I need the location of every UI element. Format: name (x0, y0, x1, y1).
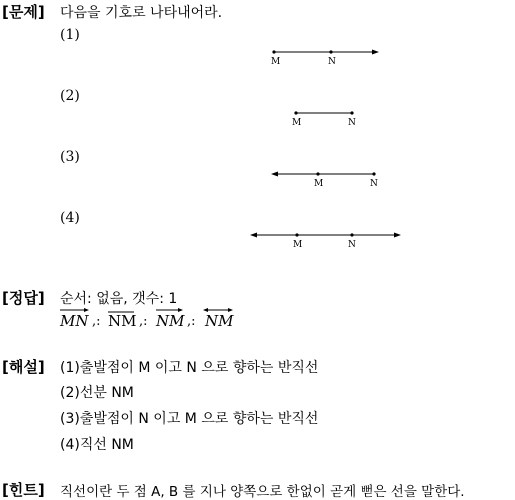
figure-1-point-n (329, 50, 332, 53)
answer-symbol-line-nm: NM (205, 312, 234, 330)
figure-3-ray-nm (271, 172, 376, 177)
item-3-number: (3) (60, 149, 80, 165)
answer-label: [정답] (2, 289, 45, 307)
figure-2-segment-mn (294, 111, 353, 114)
figure-4-label-m: M (293, 240, 303, 250)
figure-2-label-m: M (292, 118, 302, 128)
figure-1-label-n: N (328, 57, 336, 67)
item-4-number: (4) (60, 210, 80, 226)
figure-4-label-n: N (348, 240, 356, 250)
figure-3-point-m (316, 172, 319, 175)
explanation-line-4: (4)직선 NM (60, 437, 134, 453)
hint-text: 직선이란 두 점 A, B 를 지나 양쪽으로 한없이 곧게 뻗은 선을 말한다. (60, 484, 465, 500)
problem-label: [문제] (2, 3, 45, 21)
answer-symbol-segment-nm: NM (108, 312, 137, 330)
answer-symbol-ray-nm: NM (156, 312, 185, 330)
explanation-line-3: (3)출발점이 N 이고 M 으로 향하는 반직선 (60, 411, 319, 427)
problem-text: 다음을 기호로 나타내어라. (60, 5, 223, 21)
hint-label: [힌트] (2, 481, 45, 499)
figure-4-line-mn (250, 233, 401, 238)
answer-symbol-ray-mn: MN (60, 312, 89, 330)
answer-order-count: 순서: 없음, 갯수: 1 (60, 291, 178, 307)
answer-separator-2: ,: (139, 314, 148, 329)
item-2-number: (2) (60, 88, 80, 104)
explanation-line-2: (2)선분 NM (60, 385, 134, 401)
figure-2-label-n: N (348, 118, 356, 128)
item-1-number: (1) (60, 27, 80, 43)
figure-4-point-m (295, 233, 298, 236)
figure-2-point-n (350, 111, 353, 114)
explanation-line-1: (1)출발점이 M 이고 N 으로 향하는 반직선 (60, 360, 319, 376)
figure-3-label-n: N (370, 179, 378, 189)
figure-1-point-m (272, 50, 275, 53)
answer-separator-1: ,: (92, 314, 101, 329)
answer-separator-3: ,: (187, 314, 196, 329)
figure-3-point-n (372, 172, 375, 175)
figure-2-point-m (294, 111, 297, 114)
explanation-label: [해설] (2, 358, 45, 376)
figure-1-ray-mn (272, 50, 379, 55)
figure-1-label-m: M (271, 57, 281, 67)
figure-4-point-n (350, 233, 353, 236)
figure-3-label-m: M (314, 179, 324, 189)
